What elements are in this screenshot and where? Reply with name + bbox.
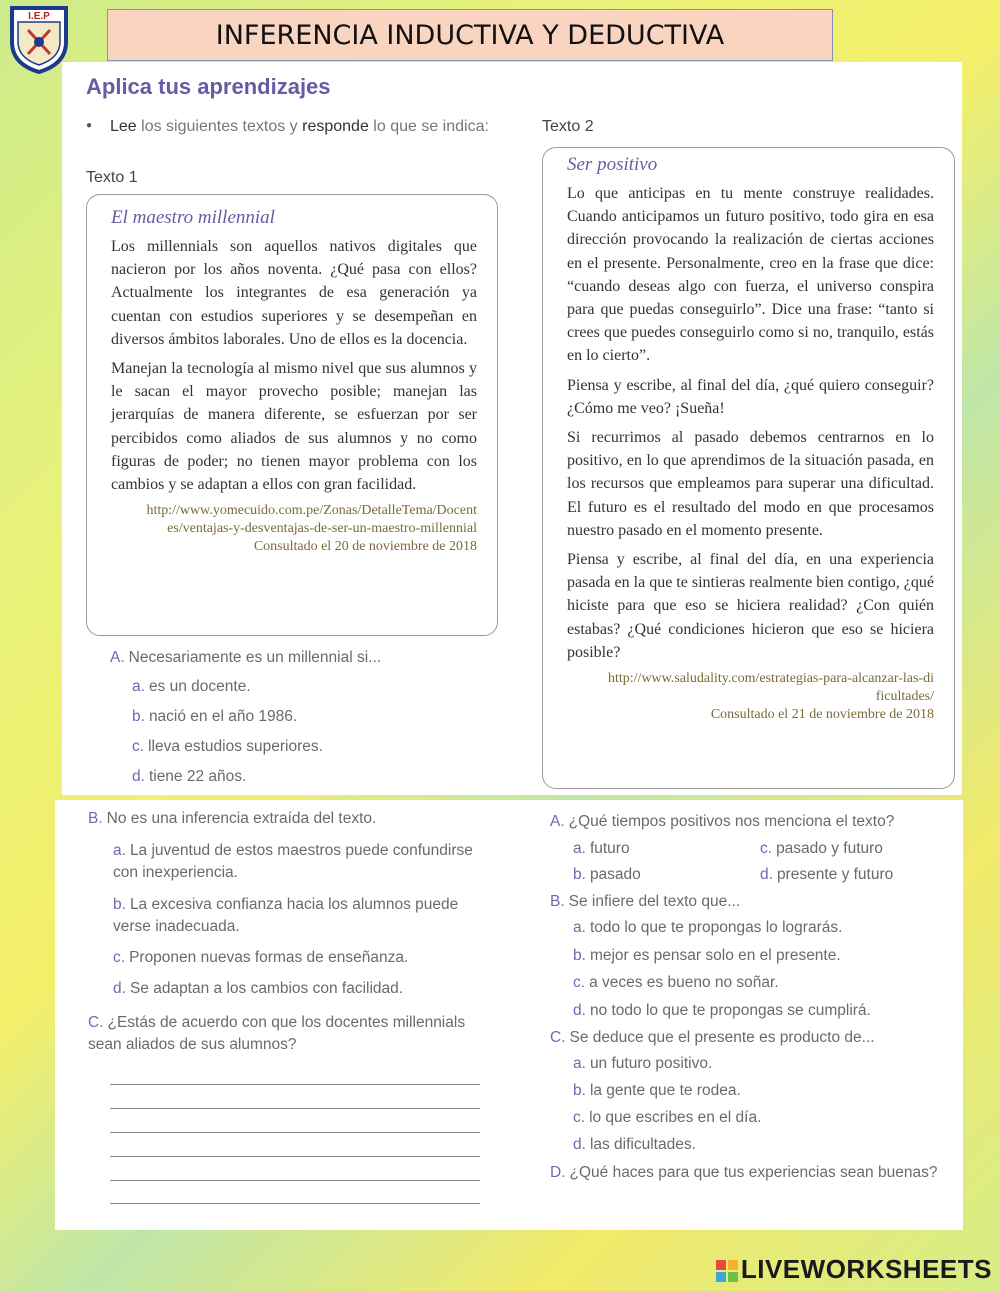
option[interactable]: a. todo lo que te propongas lo lograrás. (573, 919, 843, 936)
option[interactable]: d. Se adaptan a los cambios con facilidad. (113, 980, 404, 997)
school-logo-icon (8, 4, 70, 74)
option[interactable]: b. pasado (573, 866, 641, 883)
answer-line[interactable] (110, 1156, 480, 1157)
texto2-paragraph: Lo que anticipas en tu mente construye realidades. Cuando anticipamos un futuro positivo, todo gira en esa dirección provocando la realización de ciertas acciones en el presente. Personalmente, creo en la frase que dice: “cuando deseas algo con fuerza, el universo conspira para que puedas conseguirlo”. Dice una frase: “tanto si crees que puedes conseguirlo como si no, tranquilo, estás en lo cierto”. (567, 185, 934, 365)
texto2-source: http://www.saludality.com/estrategias-para-alcanzar-las-dificultades/ (608, 671, 934, 705)
option[interactable]: b. La excesiva confianza hacia los alumnos puede verse inadecuada. (113, 896, 459, 935)
question-1c: C. ¿Estás de acuerdo con que los docentes millennials sean aliados de sus alumnos? (88, 1014, 466, 1053)
question-2d: D. ¿Qué haces para que tus experiencias sean buenas? (550, 1164, 938, 1181)
option[interactable]: a. futuro (573, 840, 630, 857)
questions-panel (55, 800, 963, 1230)
option[interactable]: b. nació en el año 1986. (132, 708, 298, 725)
texto2-paragraph: Piensa y escribe, al final del día, en una experiencia pasada en la que te sintieras realmente bien contigo, ¿qué hiciste para que eso se hiciera realidad? ¿Con quién estabas? ¿Qué condiciones hicieron que eso se hiciera posible? (567, 551, 934, 661)
svg-text:I.E.P: I.E.P (28, 11, 50, 22)
texto2-consulted: Consultado el 21 de noviembre de 2018 (710, 707, 934, 723)
option[interactable]: a. un futuro positivo. (573, 1055, 713, 1072)
texto2-paragraph: Si recurrimos al pasado debemos centrarnos en lo positivo, en lo que aprendimos de la situación pasada, en los recursos que empleamos para superar una dificultad. El futuro es el resultado del modo en que procesamos nuestro pasado en el momento presente. (567, 429, 934, 539)
option[interactable]: c. Proponen nuevas formas de enseñanza. (113, 949, 409, 966)
texto1-paragraph: Los millennials son aquellos nativos digitales que nacieron por los años noventa. ¿Qué pasa con ellos? Actualmente los integrantes de esa generación ya cuentan con estudios superiores y se desempeñan en diversos ámbitos laborales. Uno de ellos es la docencia. (111, 238, 477, 348)
option[interactable]: d. tiene 22 años. (132, 768, 247, 785)
texto2-box (542, 147, 955, 789)
question-2c: C. Se deduce que el presente es producto de... (550, 1029, 875, 1046)
texto1-box (86, 194, 498, 636)
texto1-label: Texto 1 (86, 169, 138, 186)
option[interactable]: c. pasado y futuro (760, 840, 883, 857)
option[interactable]: b. la gente que te rodea. (573, 1082, 741, 1099)
texto1-title: El maestro millennial (111, 207, 275, 228)
instructions: ● Lee los siguientes textos y responde lo que se indica: (86, 118, 489, 135)
answer-line[interactable] (110, 1084, 480, 1085)
liveworksheets-logo-icon (716, 1260, 738, 1282)
reading-panel (62, 62, 962, 795)
section-heading: Aplica tus aprendizajes (86, 74, 331, 99)
option[interactable]: d. las dificultades. (573, 1136, 696, 1153)
texto2-title: Ser positivo (567, 154, 658, 175)
question-2a: A. ¿Qué tiempos positivos nos menciona el texto? (550, 813, 895, 830)
answer-line[interactable] (110, 1108, 480, 1109)
question-1a: A. Necesariamente es un millennial si... (110, 649, 382, 666)
answer-line[interactable] (110, 1180, 480, 1181)
option[interactable]: a. La juventud de estos maestros puede confundirse con inexperiencia. (113, 842, 473, 881)
option[interactable]: c. a veces es bueno no soñar. (573, 974, 779, 991)
question-1b: B. No es una inferencia extraída del texto. (88, 810, 377, 827)
texto2-paragraph: Piensa y escribe, al final del día, ¿qué quiero conseguir? ¿Cómo me veo? ¡Sueña! (567, 376, 934, 417)
option[interactable]: c. lo que escribes en el día. (573, 1109, 762, 1126)
option[interactable]: d. no todo lo que te propongas se cumplirá. (573, 1002, 871, 1019)
answer-line[interactable] (110, 1203, 480, 1204)
texto2-label: Texto 2 (542, 118, 594, 135)
texto1-paragraph: Manejan la tecnología al mismo nivel que sus alumnos y le sacan el mayor provecho posible; manejan las jerarquías de manera diferente, se esfuerzan por ser percibidos como aliados de sus alumnos y no como figuras de poder; no tienen mayor problema con los cambios y se adaptan a ellos con gran facilidad. (111, 360, 477, 494)
texto1-source: http://www.yomecuido.com.pe/Zonas/DetalleTema/Docentes/ventajas-y-desventajas-de-ser-un-maestro-millennial (146, 503, 477, 537)
footer-brand: LIVEWORKSHEETS (716, 1254, 992, 1285)
page-title: INFERENCIA INDUCTIVA Y DEDUCTIVA (107, 9, 833, 61)
texto1-consulted: Consultado el 20 de noviembre de 2018 (253, 539, 477, 555)
question-2b: B. Se infiere del texto que... (550, 893, 741, 910)
option[interactable]: d. presente y futuro (760, 866, 894, 883)
option[interactable]: c. lleva estudios superiores. (132, 738, 323, 755)
option[interactable]: b. mejor es pensar solo en el presente. (573, 947, 841, 964)
answer-line[interactable] (110, 1132, 480, 1133)
option[interactable]: a. es un docente. (132, 678, 251, 695)
